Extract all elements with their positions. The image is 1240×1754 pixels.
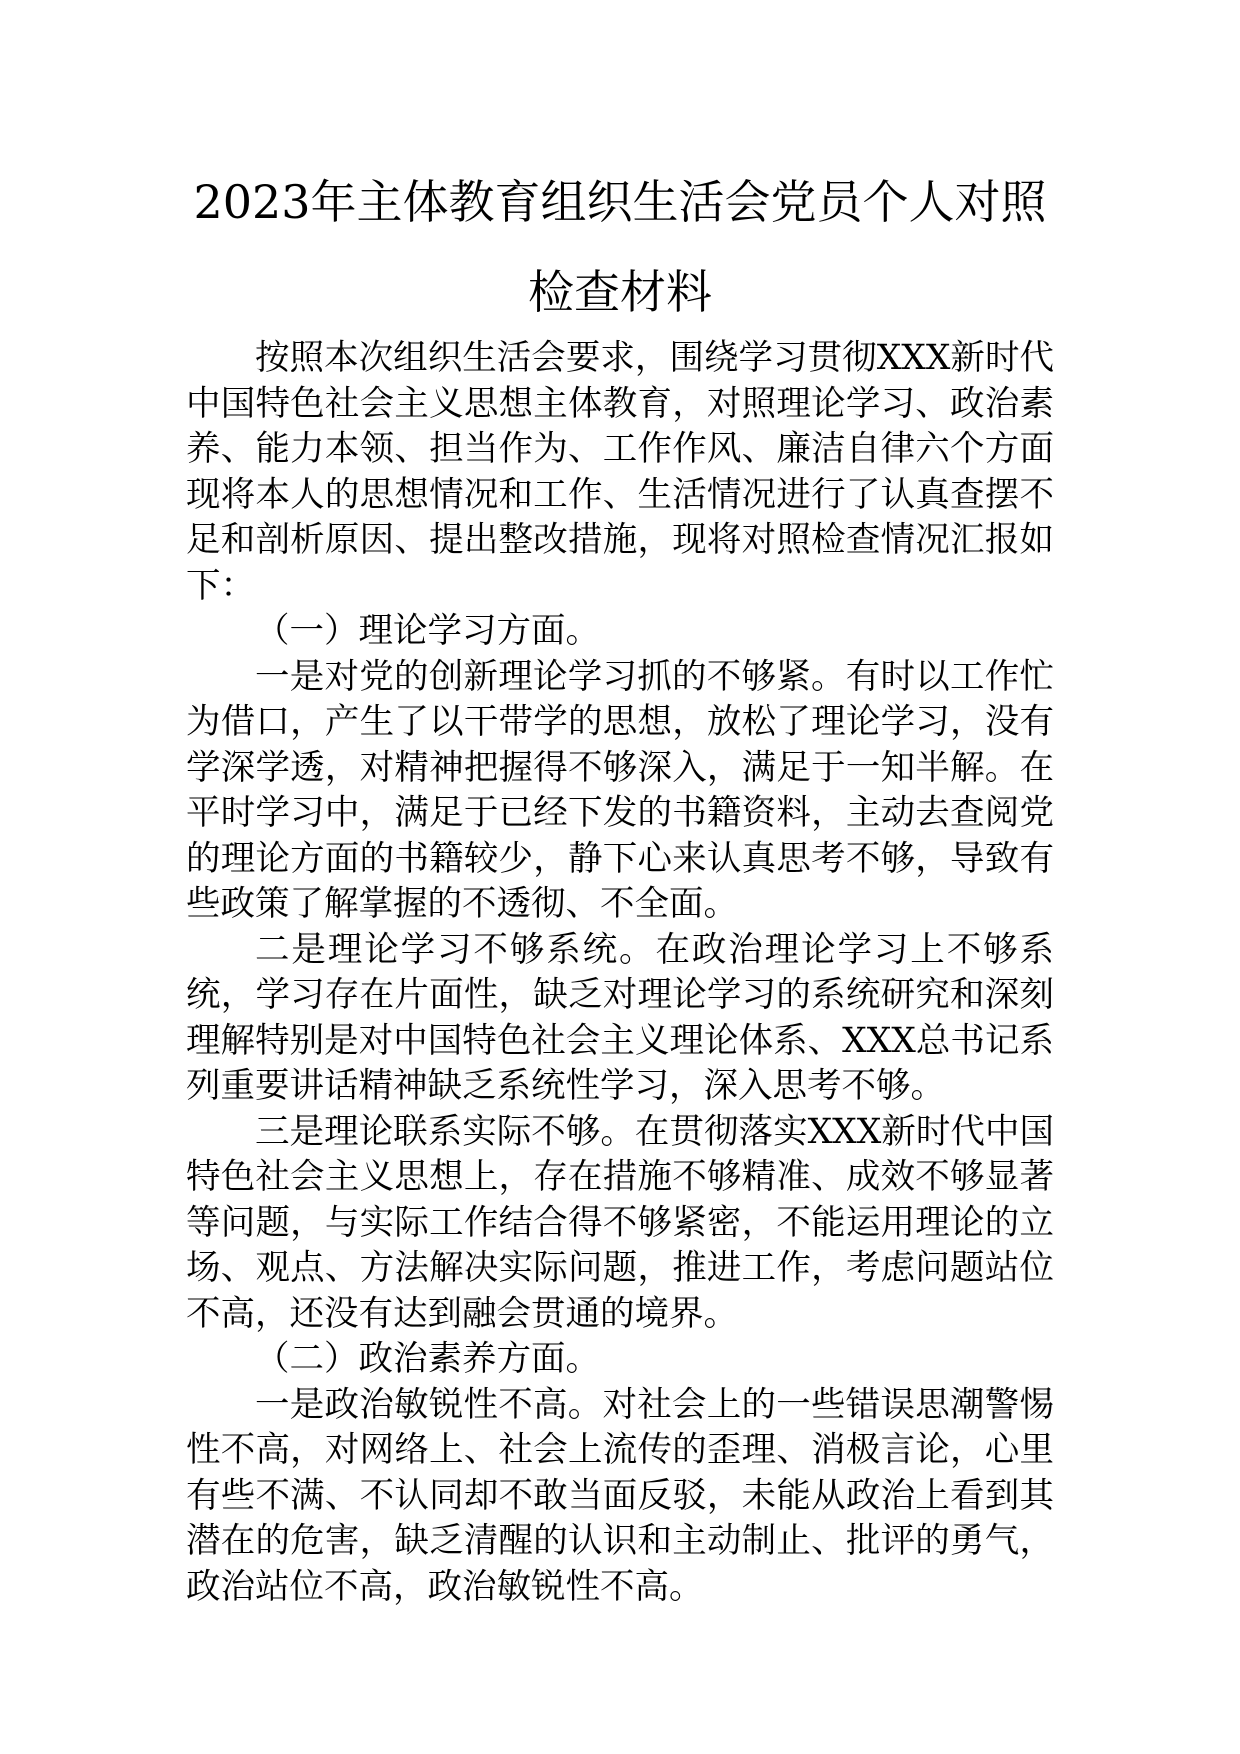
- document-title-line-1: 2023年主体教育组织生活会党员个人对照: [193, 175, 1047, 229]
- paragraph-theory-1: 一是对党的创新理论学习抓的不够紧。有时以工作忙为借口，产生了以干带学的思想，放松了理论学习，没有学深学透，对精神把握得不够深入，满足于一知半解。在平时学习中，满足于已经下发的书籍资料，主动去查阅党的理论方面的书籍较少，静下心来认真思考不够，导致有些政策了解掌握的不透彻、不全面。: [186, 656, 1054, 924]
- paragraph-theory-2: 二是理论学习不够系统。在政治理论学习上不够系统，学习存在片面性，缺乏对理论学习的系统研究和深刻理解特别是对中国特色社会主义理论体系、XXX总书记系列重要讲话精神缺乏系统性学习，深入思考不够。: [186, 929, 1054, 1106]
- intro-paragraph: 按照本次组织生活会要求，围绕学习贯彻XXX新时代中国特色社会主义思想主体教育，对照理论学习、政治素养、能力本领、担当作为、工作作风、廉洁自律六个方面现将本人的思想情况和工作、生活情况进行了认真查摆不足和剖析原因、提出整改措施，现将对照检查情况汇报如下：: [186, 338, 1054, 606]
- section-heading-theory: （一）理论学习方面。: [255, 611, 600, 651]
- paragraph-theory-3: 三是理论联系实际不够。在贯彻落实XXX新时代中国特色社会主义思想上，存在措施不够精准、成效不够显著等问题，与实际工作结合得不够紧密，不能运用理论的立场、观点、方法解决实际问题，推进工作，考虑问题站位不高，还没有达到融会贯通的境界。: [186, 1111, 1054, 1334]
- section-heading-politics: （二）政治素养方面。: [255, 1339, 600, 1379]
- paragraph-politics-1: 一是政治敏锐性不高。对社会上的一些错误思潮警惕性不高，对网络上、社会上流传的歪理、消极言论，心里有些不满、不认同却不敢当面反驳，未能从政治上看到其潜在的危害，缺乏清醒的认识和主动制止、批评的勇气，政治站位不高，政治敏锐性不高。: [186, 1384, 1054, 1607]
- document-body: [186, 336, 1054, 1610]
- document-title-line-2: 检查材料: [528, 265, 712, 319]
